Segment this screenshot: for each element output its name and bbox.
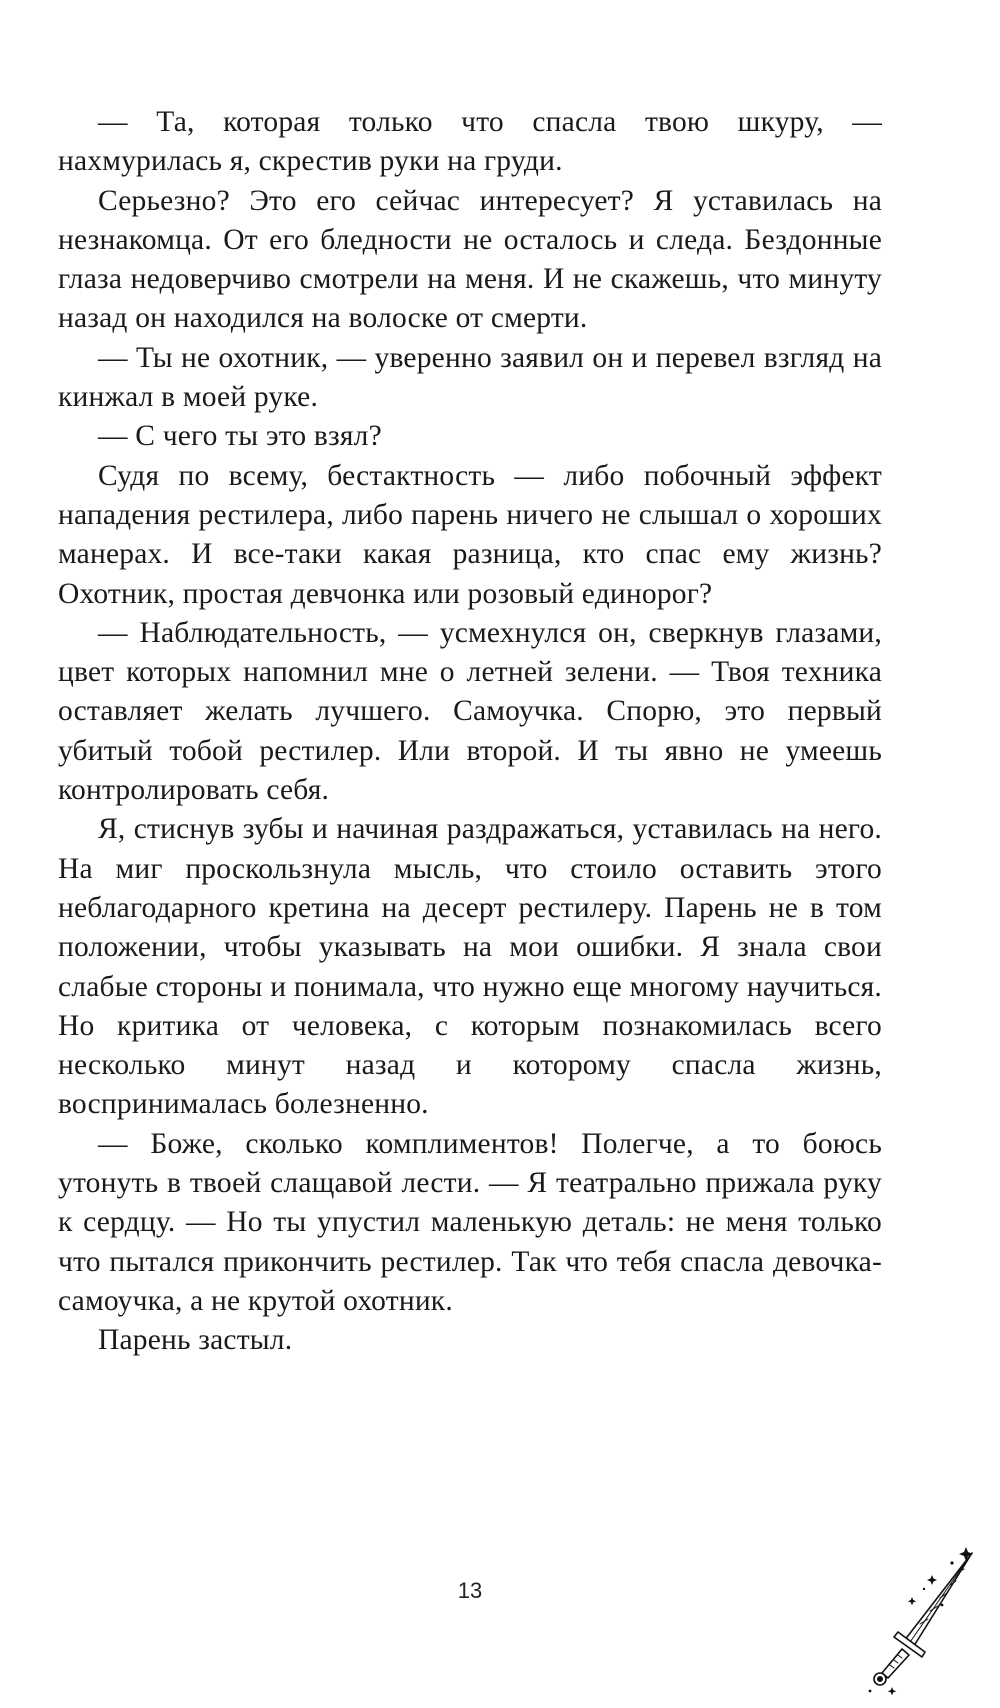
paragraph: — Наблюдательность, — усмехнулся он, сверкнув глазами, цвет которых напомнил мне о летней зелени. — Твоя техника оставляет желать лучшего. Самоучка. Спорю, это первый убитый тобой рестилер. Или второй. И ты явно не умеешь контролировать себя.: [58, 616, 882, 807]
paragraph: — Ты не охотник, — уверенно заявил он и перевел взгляд на кинжал в моей руке.: [58, 341, 882, 414]
paragraph: Я, стиснув зубы и начиная раздражаться, уставилась на него. На миг проскользнула мысль, что стоило оставить этого неблагодарного кретина на десерт рестилеру. Парень не в том положении, чтобы указывать на мои ошибки. Я знала свои слабые стороны и понимала, что нужно еще многому научиться. Но критика от человека, с которым познакомилась всего несколько минут назад и которому спасла жизнь, воспринималась болезненно.: [58, 813, 882, 1121]
paragraph: Парень застыл.: [98, 1324, 293, 1357]
page-text: [58, 103, 882, 1361]
paragraph: — Та, которая только что спасла твою шкуру, — нахмурилась я, скрестив руки на груди.: [58, 106, 882, 178]
paragraph: — Боже, сколько комплиментов! Полегче, а то боюсь утонуть в твоей слащавой лести. — Я театрально прижала руку к сердцу. — Но ты упустил маленькую деталь: не меня только что пытался прикончить рестилер. Так что тебя спасла девочка-самоучка, а не крутой охотник.: [58, 1127, 882, 1317]
page-number: 13: [457, 1578, 483, 1603]
dagger-icon: [832, 1545, 982, 1695]
paragraph: Судя по всему, бестактность — либо побочный эффект нападения рестилера, либо парень ничего не слышал о хороших манерах. И все-таки какая разница, кто спас ему жизнь? Охотник, простая девчонка или розовый единорог?: [58, 459, 882, 610]
paragraph: — С чего ты это взял?: [98, 420, 382, 453]
paragraph: Серьезно? Это его сейчас интересует? Я уставилась на незнакомца. От его бледности не осталось и следа. Бездонные глаза недоверчиво смотрели на меня. И не скажешь, что минуту назад он находился на волоске от смерти.: [58, 184, 882, 335]
